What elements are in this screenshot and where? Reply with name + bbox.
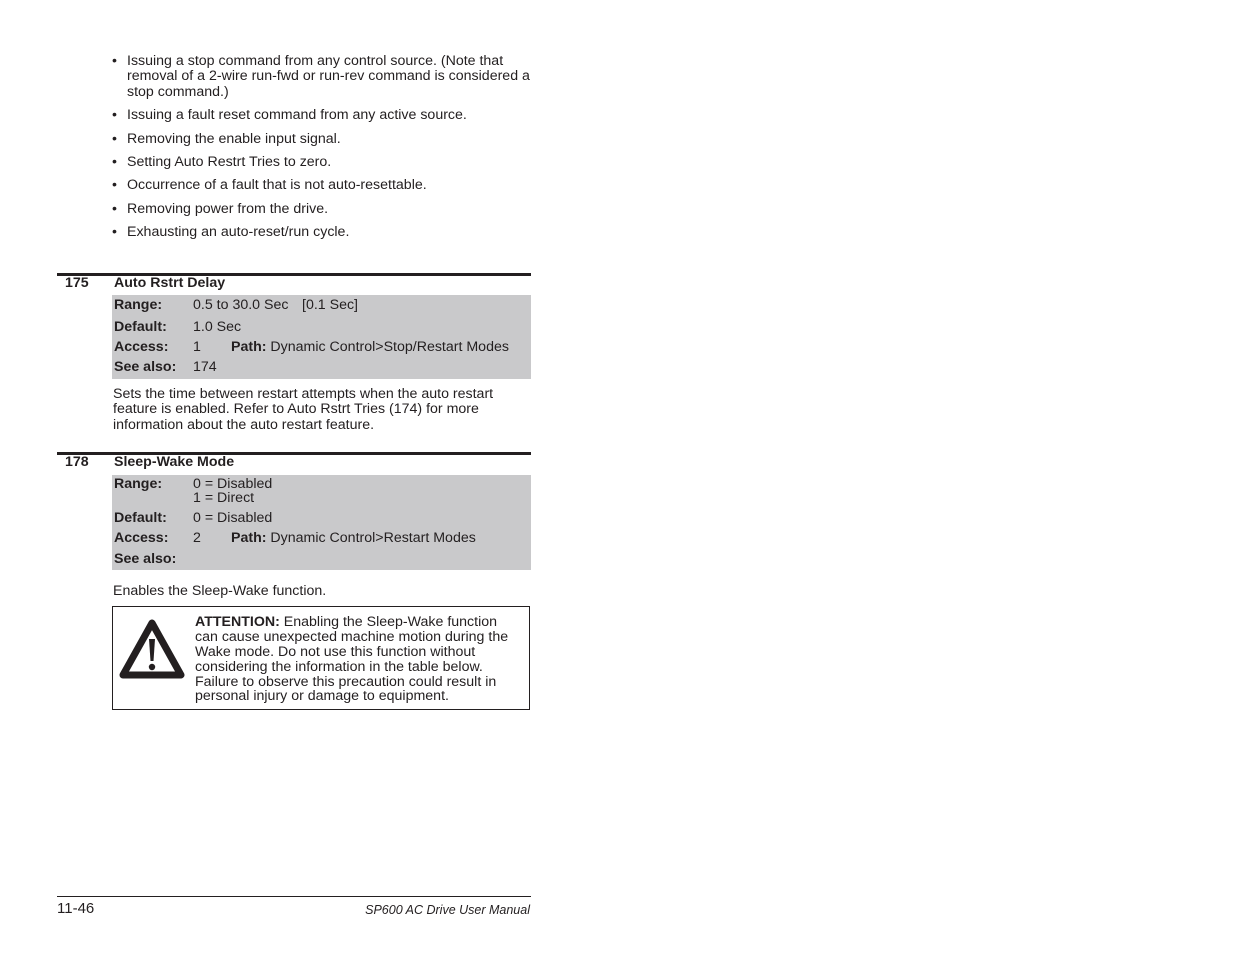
description-line: information about the auto restart feature. xyxy=(113,417,375,433)
attention-line xyxy=(195,615,497,630)
warning-triangle-icon xyxy=(118,617,186,681)
description-line: Enables the Sleep-Wake function. xyxy=(113,583,327,599)
bullet-text: Removing power from the drive. xyxy=(127,201,329,217)
access-label: Access: xyxy=(114,339,169,355)
parameter-name: Auto Rstrt Delay xyxy=(114,275,226,291)
default-label: Default: xyxy=(114,510,167,526)
bullet-text: Exhausting an auto-reset/run cycle. xyxy=(127,224,350,240)
manual-title: SP600 AC Drive User Manual xyxy=(365,903,530,917)
attention-heading: ATTENTION: xyxy=(195,614,280,630)
range-units: [0.1 Sec] xyxy=(302,297,358,313)
path-label: Path: xyxy=(231,339,267,355)
attention-line: Failure to observe this precaution could result in xyxy=(195,674,497,690)
bullet-marker: • xyxy=(112,224,117,240)
bullet-marker: • xyxy=(112,107,117,123)
path xyxy=(231,340,509,355)
range-value: 0 = Disabled xyxy=(193,476,273,492)
see-also-label: See also: xyxy=(114,359,177,375)
attention-line: Wake mode. Do not use this function without xyxy=(195,644,476,660)
path-label: Path: xyxy=(231,530,267,546)
path xyxy=(231,531,476,546)
access-value: 1 xyxy=(193,339,201,355)
description-line: Sets the time between restart attempts when the auto restart xyxy=(113,386,494,402)
range-label: Range: xyxy=(114,476,163,492)
parameter-number: 178 xyxy=(65,454,89,470)
bullet-text: Removing the enable input signal. xyxy=(127,131,341,147)
range-value: 0.5 to 30.0 Sec xyxy=(193,297,289,313)
attention-line: considering the information in the table below. xyxy=(195,659,483,675)
path-value: Dynamic Control>Restart Modes xyxy=(270,530,476,546)
range-label: Range: xyxy=(114,297,163,313)
parameter-name: Sleep-Wake Mode xyxy=(114,454,235,470)
attention-line: can cause unexpected machine motion during the xyxy=(195,629,509,645)
default-value: 0 = Disabled xyxy=(193,510,273,526)
bullet-marker: • xyxy=(112,53,117,69)
bullet-marker: • xyxy=(112,177,117,193)
path-value: Dynamic Control>Stop/Restart Modes xyxy=(270,339,509,355)
default-label: Default: xyxy=(114,319,167,335)
attention-text: Enabling the Sleep-Wake function xyxy=(279,614,498,630)
parameter-number: 175 xyxy=(65,275,89,291)
access-value: 2 xyxy=(193,530,201,546)
see-also-value: 174 xyxy=(193,359,217,375)
bullet-text: Issuing a stop command from any control source. (Note that xyxy=(127,53,504,69)
bullet-text: Setting Auto Restrt Tries to zero. xyxy=(127,154,332,170)
attention-line: personal injury or damage to equipment. xyxy=(195,688,449,704)
bullet-text: Issuing a fault reset command from any active source. xyxy=(127,107,467,123)
default-value: 1.0 Sec xyxy=(193,319,242,335)
page-number: 11-46 xyxy=(57,900,95,917)
bullet-marker: • xyxy=(112,154,117,170)
see-also-label: See also: xyxy=(114,551,177,567)
bullet-text: stop command.) xyxy=(127,84,229,100)
range-value: 1 = Direct xyxy=(193,490,255,506)
footer-rule xyxy=(57,896,531,897)
bullet-marker: • xyxy=(112,131,117,147)
bullet-text: Occurrence of a fault that is not auto-resettable. xyxy=(127,177,427,193)
access-label: Access: xyxy=(114,530,169,546)
description-line: feature is enabled. Refer to Auto Rstrt Tries (174) for more xyxy=(113,401,479,417)
bullet-marker: • xyxy=(112,201,117,217)
bullet-text: removal of a 2-wire run-fwd or run-rev command is considered a xyxy=(127,68,530,84)
